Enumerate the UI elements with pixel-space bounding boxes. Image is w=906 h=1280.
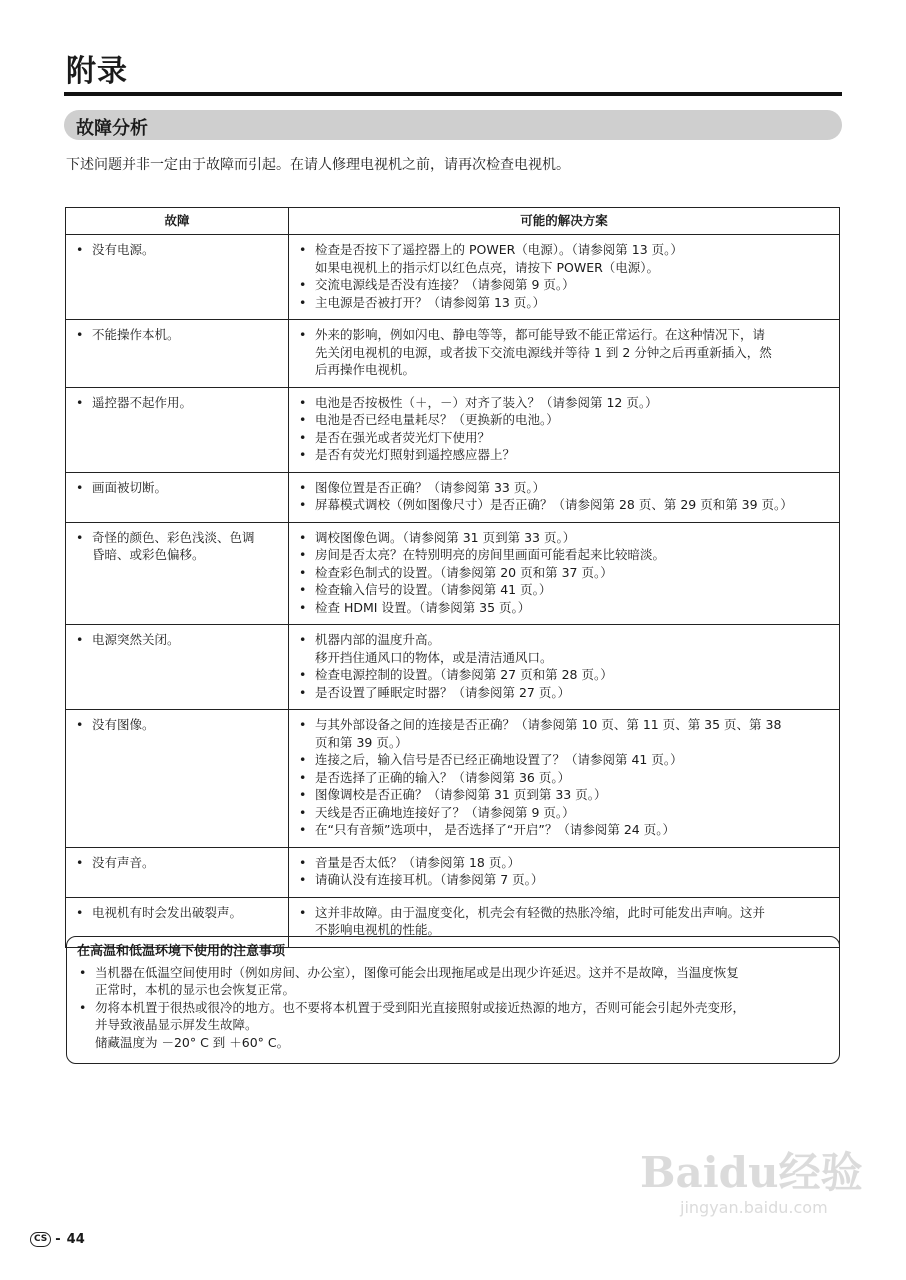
solution-item (297, 769, 831, 787)
fault-text: 画面被切断。 (92, 479, 168, 495)
bullet-icon: • (79, 964, 87, 980)
solution-text: 电池是否按极性（＋，－）对齐了装入？（请参阅第 12 页。） (315, 394, 658, 410)
solution-text: 这并非故障。由于温度变化，机壳会有轻微的热胀冷缩，此时可能发出声响。这并 不影响电视机的性能。 (315, 904, 766, 937)
table-row (66, 235, 840, 320)
solution-text: 调校图像色调。（请参阅第 31 页到第 33 页。） (315, 529, 576, 545)
bullet-icon: • (76, 327, 84, 342)
fault-cell (66, 472, 289, 522)
fault-cell (66, 710, 289, 848)
page-footer (30, 1232, 85, 1247)
bullet-icon: • (79, 999, 87, 1015)
table-body (66, 235, 840, 948)
bullet-icon: • (299, 529, 307, 545)
solution-cell (289, 472, 840, 522)
bullet-icon: • (299, 242, 307, 257)
solution-item (297, 821, 831, 839)
fault-text: 不能操作本机。 (92, 327, 180, 342)
note-text: 当机器在低温空间使用时（例如房间、办公室），图像可能会出现拖尾或是出现少许延迟。这并不是故障，当温度恢复 正常时，本机的显示也会恢复正常。 (95, 964, 739, 997)
bullet-icon: • (299, 684, 307, 700)
table-row (66, 472, 840, 522)
troubleshooting-table (65, 207, 840, 948)
solution-cell (289, 320, 840, 388)
header-fault: 故障 (66, 208, 289, 235)
fault-item (74, 854, 280, 872)
bullet-icon: • (76, 242, 84, 257)
bullet-icon: • (299, 277, 307, 292)
solution-item (297, 564, 831, 582)
solution-text: 是否设置了睡眠定时器？（请参阅第 27 页。） (315, 684, 571, 700)
solution-item (297, 241, 831, 259)
solution-item (297, 804, 831, 822)
bullet-icon: • (299, 822, 307, 837)
bullet-icon: • (299, 327, 307, 342)
note-item (77, 999, 827, 1034)
solution-text: 图像位置是否正确？（请参阅第 33 页。） (315, 479, 546, 495)
table-row (66, 710, 840, 848)
solution-text: 房间是否太亮？在特别明亮的房间里画面可能看起来比较暗淡。 (315, 547, 666, 562)
solution-text: 主电源是否被打开？（请参阅第 13 页。） (315, 294, 546, 310)
table-row (66, 320, 840, 388)
solution-cell (289, 235, 840, 320)
solution-item (297, 529, 831, 547)
solution-text: 检查输入信号的设置。（请参阅第 41 页。） (315, 582, 552, 597)
page-number: 44 (66, 1232, 85, 1247)
fault-item (74, 241, 280, 259)
temperature-note-box (66, 936, 840, 1064)
solution-continuation: 如果电视机上的指示灯以红色点亮，请按下 POWER（电源）。 (315, 259, 660, 275)
solution-text: 是否选择了正确的输入？（请参阅第 36 页。） (315, 769, 571, 785)
fault-text: 没有声音。 (92, 854, 155, 870)
page-title: 附录 (66, 54, 128, 89)
solution-text: 连接之后，输入信号是否已经正确地设置了？（请参阅第 41 页。） (315, 752, 683, 767)
solution-item (297, 276, 831, 294)
fault-text: 遥控器不起作用。 (92, 394, 193, 410)
bullet-icon: • (299, 547, 307, 562)
solution-item (297, 446, 831, 464)
solution-cell (289, 710, 840, 848)
solution-item (297, 684, 831, 702)
solution-cell (289, 847, 840, 897)
solution-item (297, 854, 831, 872)
table-row (66, 522, 840, 625)
intro-text: 下述问题并非一定由于故障而引起。在请人修理电视机之前，请再次检查电视机。 (66, 157, 570, 173)
solution-item (297, 546, 831, 564)
solution-text: 检查是否按下了遥控器上的 POWER（电源）。（请参阅第 13 页。） (315, 242, 683, 257)
watermark (640, 1140, 870, 1250)
fault-item (74, 529, 280, 564)
solution-text: 是否在强光或者荧光灯下使用？ (315, 429, 491, 445)
solution-text: 屏幕模式调校（例如图像尺寸）是否正确？（请参阅第 28 页、第 29 页和第 39 页。） (315, 497, 793, 512)
fault-item (74, 394, 280, 412)
watermark-url: jingyan.baidu.com (680, 1198, 828, 1217)
note-item (77, 964, 827, 999)
solution-item (297, 871, 831, 889)
solution-text: 图像调校是否正确？（请参阅第 31 页到第 33 页。） (315, 787, 607, 802)
solution-item (297, 294, 831, 312)
solution-item (297, 904, 831, 939)
bullet-icon: • (299, 804, 307, 820)
solution-text: 机器内部的温度升高。 (315, 632, 441, 647)
bullet-icon: • (299, 769, 307, 785)
table-header-row (66, 208, 840, 235)
fault-cell (66, 320, 289, 388)
solution-cell (289, 625, 840, 710)
solution-text: 外来的影响，例如闪电、静电等等，都可能导致不能正常运行。在这种情况下，请 先关闭电视机的电源，或者拔下交流电源线并等待 1 到 2 分钟之后再重新插入，然 后再操作电视机。 (315, 327, 772, 377)
note-list (77, 964, 827, 1052)
bullet-icon: • (299, 479, 307, 495)
solution-text: 电池是否已经电量耗尽？（更换新的电池。） (315, 412, 559, 427)
fault-text: 电源突然关闭。 (92, 632, 180, 647)
fault-cell (66, 847, 289, 897)
solution-text: 音量是否太低？（请参阅第 18 页。） (315, 854, 521, 870)
solution-cell (289, 387, 840, 472)
bullet-icon: • (299, 294, 307, 310)
language-badge: CS (30, 1232, 51, 1247)
solution-item (297, 716, 831, 751)
fault-item (74, 716, 280, 734)
header-solution: 可能的解决方案 (289, 208, 840, 235)
bullet-icon: • (76, 632, 84, 647)
solution-item (297, 786, 831, 804)
bullet-icon: • (299, 564, 307, 580)
bullet-icon: • (299, 632, 307, 647)
title-divider (64, 92, 842, 96)
bullet-icon: • (299, 429, 307, 445)
bullet-icon: • (76, 529, 84, 545)
table-row (66, 387, 840, 472)
bullet-icon: • (76, 717, 84, 732)
solution-item (297, 429, 831, 447)
fault-text: 奇怪的颜色、彩色浅淡、色调 昏暗、或彩色偏移。 (92, 529, 255, 562)
fault-text: 没有图像。 (92, 717, 155, 732)
table-row (66, 625, 840, 710)
fault-cell (66, 235, 289, 320)
bullet-icon: • (299, 394, 307, 410)
fault-item (74, 631, 280, 649)
solution-text: 交流电源线是否没有连接？（请参阅第 9 页。） (315, 277, 575, 292)
note-title: 在高温和低温环境下使用的注意事项 (77, 944, 286, 959)
fault-text: 没有电源。 (92, 242, 155, 257)
bullet-icon: • (299, 787, 307, 802)
solution-item (297, 751, 831, 769)
solution-item (297, 479, 831, 497)
solution-text: 天线是否正确地连接好了？（请参阅第 9 页。） (315, 804, 575, 820)
bullet-icon: • (76, 479, 84, 495)
solution-text: 与其外部设备之间的连接是否正确？（请参阅第 10 页、第 11 页、第 35 页、第 38 页和第 39 页。） (315, 717, 782, 750)
bullet-icon: • (299, 447, 307, 462)
fault-cell (66, 522, 289, 625)
solution-text: 检查 HDMI 设置。（请参阅第 35 页。） (315, 599, 531, 615)
solution-text: 检查彩色制式的设置。（请参阅第 20 页和第 37 页。） (315, 564, 613, 580)
fault-item (74, 479, 280, 497)
bullet-icon: • (299, 872, 307, 887)
fault-item (74, 904, 280, 922)
solution-item (297, 411, 831, 429)
solution-item (297, 631, 831, 649)
solution-cell (289, 522, 840, 625)
solution-item (297, 326, 831, 379)
solution-item (297, 496, 831, 514)
solution-item (297, 394, 831, 412)
solution-continuation: 移开挡住通风口的物体，或是清洁通风口。 (315, 649, 553, 665)
table-row (66, 847, 840, 897)
solution-text: 是否有荧光灯照射到遥控感应器上？ (315, 447, 516, 462)
fault-cell (66, 387, 289, 472)
bullet-icon: • (299, 717, 307, 732)
bullet-icon: • (299, 854, 307, 870)
fault-cell (66, 625, 289, 710)
bullet-icon: • (76, 394, 84, 410)
bullet-icon: • (76, 904, 84, 920)
bullet-icon: • (299, 904, 307, 920)
solution-item (297, 581, 831, 599)
bullet-icon: • (299, 497, 307, 512)
solution-text: 检查电源控制的设置。（请参阅第 27 页和第 28 页。） (315, 667, 613, 682)
footer-separator: - (55, 1232, 61, 1247)
solution-text: 请确认没有连接耳机。（请参阅第 7 页。） (315, 872, 544, 887)
solution-item (297, 666, 831, 684)
solution-text: 在“只有音频”选项中， 是否选择了“开启”？（请参阅第 24 页。） (315, 822, 675, 837)
bullet-icon: • (299, 599, 307, 615)
fault-text: 电视机有时会发出破裂声。 (92, 904, 243, 920)
bullet-icon: • (299, 752, 307, 767)
fault-item (74, 326, 280, 344)
section-title: 故障分析 (76, 118, 148, 139)
section-header (64, 110, 842, 140)
watermark-logo: Baidu经验 (640, 1148, 863, 1197)
bullet-icon: • (299, 667, 307, 682)
note-continuation: 储藏温度为 －20° C 到 ＋60° C。 (95, 1034, 290, 1050)
bullet-icon: • (76, 854, 84, 870)
solution-item (297, 599, 831, 617)
note-text: 勿将本机置于很热或很冷的地方。也不要将本机置于受到阳光直接照射或接近热源的地方，否则可能会引起外壳变形， 并导致液晶显示屏发生故障。 (95, 999, 746, 1032)
bullet-icon: • (299, 412, 307, 427)
bullet-icon: • (299, 582, 307, 597)
